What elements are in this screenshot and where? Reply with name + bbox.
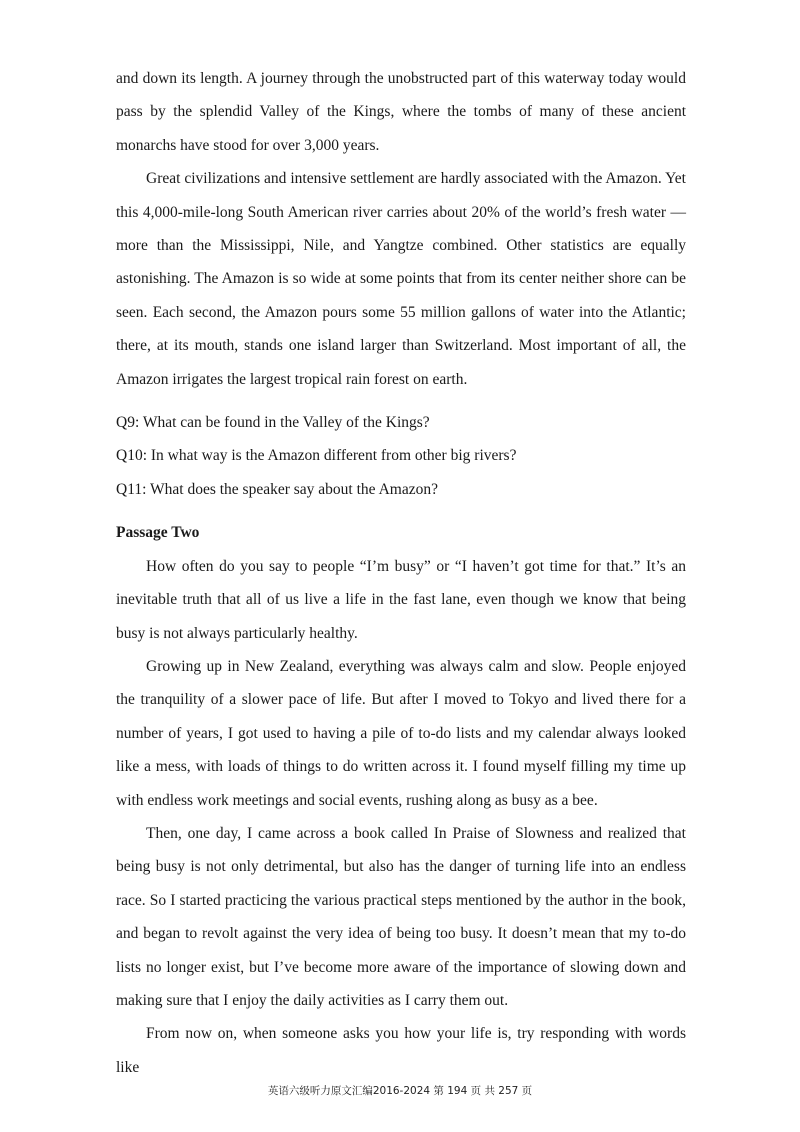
passage-two-paragraph: Growing up in New Zealand, everything was always calm and slow. People enjoyed the tranquility of a slower pace of life. But after I moved to Tokyo and lived there for a number of years, I got used to having a pile of to-do lists and my calendar always looked like a mess, with loads of things to do written across it. I found myself filling my time up with endless work meetings and social events, rushing along as busy as a bee. (116, 657, 686, 809)
page-body (116, 62, 686, 1084)
passage-one-paragraph: and down its length. A journey through the unobstructed part of this waterway today would pass by the splendid Valley of the Kings, where the tombs of many of these ancient monarchs have stood for over 3,000 years. (116, 70, 686, 154)
passage-two-paragraph: From now on, when someone asks you how your life is, try responding with words like (116, 1025, 686, 1076)
question-q10: Q10: In what way is the Amazon different from other big rivers? (116, 447, 517, 465)
passage-two-paragraph: Then, one day, I came across a book called In Praise of Slowness and realized that being busy is not only detrimental, but also has the danger of turning life into an endless race. So I started practicing the various practical steps mentioned by the author in the book, and began to revolt against the very idea of being too busy. It doesn’t mean that my to-do lists no longer exist, but I’ve become more aware of the importance of slowing down and making sure that I enjoy the daily activities as I carry them out. (116, 824, 686, 1009)
passage-two-paragraph: How often do you say to people “I’m busy” or “I haven’t got time for that.” It’s an inevitable truth that all of us live a life in the fast lane, even though we know that being busy is not always particularly healthy. (116, 557, 686, 642)
section-heading-passage-two: Passage Two (116, 524, 200, 542)
question-q9: Q9: What can be found in the Valley of the Kings? (116, 414, 430, 432)
passage-one-paragraph: Great civilizations and intensive settlement are hardly associated with the Amazon. Yet this 4,000-mile-long South American river carries about 20% of the world’s fresh water — more than the Mississippi, Nile, and Yangtze combined. Other statistics are equally astonishing. The Amazon is so wide at some points that from its center neither shore can be seen. Each second, the Amazon pours some 55 million gallons of water into the Atlantic; there, at its mouth, stands one island larger than Switzerland. Most important of all, the Amazon irrigates the largest tropical rain forest on earth. (116, 170, 686, 388)
question-q11: Q11: What does the speaker say about the Amazon? (116, 480, 438, 498)
page-footer: 英语六级听力原文汇编2016-2024 第 194 页 共 257 页 (267, 1085, 533, 1097)
